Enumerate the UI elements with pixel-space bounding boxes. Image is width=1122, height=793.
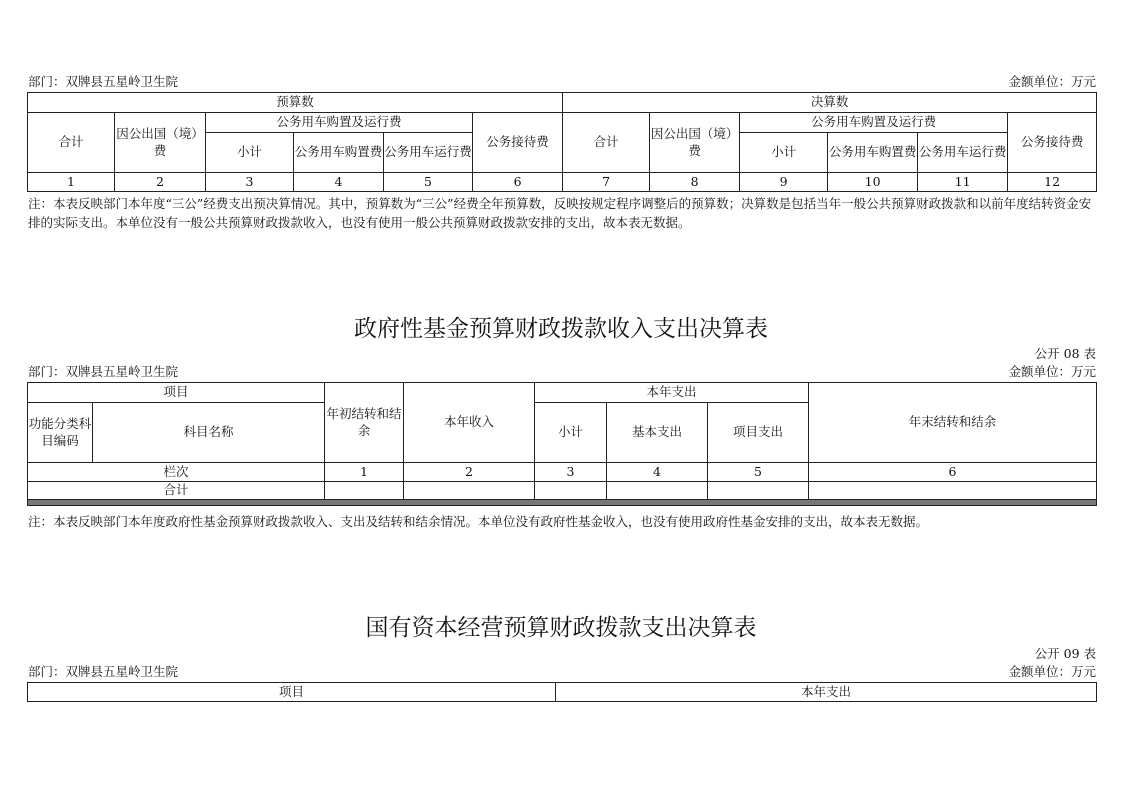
table-note: 注：本表反映部门本年度“三公”经费支出预决算情况。其中，预算数为“三公”经费全年预算数，反映按规定程序调整后的预算数；决算数是包括当年一般公共预算财政拨款和以前年度结转资金安排的实际支出。本单位没有一般公共预算财政拨款收入，也没有使用一般公共预算财政拨款安排的支出，故本表无数据。 (28, 196, 1092, 230)
final-abroad-header: 因公出国（境）费 (650, 113, 740, 173)
col-number: 9 (740, 173, 828, 192)
col-number: 5 (708, 463, 809, 482)
data-cell (708, 482, 809, 500)
budget-reception-header: 公务接待费 (473, 113, 563, 173)
three-public-expense-table (27, 92, 1097, 192)
col-number: 12 (1008, 173, 1097, 192)
table-divider (28, 500, 1097, 506)
unit-label: 金额单位：万元 (1008, 74, 1096, 89)
budget-vehicle-operation-header: 公务用车运行费 (384, 133, 473, 173)
col-number: 1 (28, 173, 115, 192)
budget-vehicle-group-header: 公务用车购置及运行费 (206, 113, 473, 133)
basic-expense-header: 基本支出 (607, 403, 708, 463)
budget-total-header: 合计 (28, 113, 115, 173)
row-label-cell: 栏次 (28, 463, 325, 482)
project-header: 项目 (28, 383, 325, 403)
subject-name-header: 科目名称 (93, 403, 325, 463)
state-capital-table (27, 682, 1097, 702)
table-number: 公开 08 表 (1034, 346, 1096, 361)
data-cell (325, 482, 404, 500)
income-header: 本年收入 (404, 383, 535, 463)
page-title: 国有资本经营预算财政拨款支出决算表 (365, 615, 757, 641)
expense-subtotal-header: 小计 (535, 403, 607, 463)
final-total-header: 合计 (563, 113, 650, 173)
unit-label: 金额单位：万元 (1008, 364, 1096, 379)
col-number: 6 (809, 463, 1097, 482)
opening-balance-header: 年初结转和结余 (325, 383, 404, 463)
dept-label: 部门：双牌县五星岭卫生院 (28, 364, 179, 379)
col-number: 1 (325, 463, 404, 482)
col-number: 10 (828, 173, 918, 192)
col-number: 7 (563, 173, 650, 192)
col-number: 6 (473, 173, 563, 192)
expense-group-header: 本年支出 (535, 383, 809, 403)
final-reception-header: 公务接待费 (1008, 113, 1097, 173)
closing-balance-header: 年末结转和结余 (809, 383, 1097, 463)
dept-label: 部门：双牌县五星岭卫生院 (28, 74, 179, 89)
col-number: 4 (607, 463, 708, 482)
data-cell (809, 482, 1097, 500)
gov-fund-table (27, 382, 1097, 506)
final-vehicle-purchase-header: 公务用车购置费 (828, 133, 918, 173)
unit-label: 金额单位：万元 (1008, 664, 1096, 679)
table-note: 注：本表反映部门本年度政府性基金预算财政拨款收入、支出及结转和结余情况。本单位没有政府性基金收入，也没有使用政府性基金安排的支出，故本表无数据。 (28, 514, 929, 529)
dept-label: 部门：双牌县五星岭卫生院 (28, 664, 179, 679)
col-number: 2 (404, 463, 535, 482)
budget-vehicle-purchase-header: 公务用车购置费 (294, 133, 384, 173)
final-vehicle-group-header: 公务用车购置及运行费 (740, 113, 1008, 133)
col-number: 5 (384, 173, 473, 192)
col-number: 8 (650, 173, 740, 192)
func-code-header: 功能分类科目编码 (28, 403, 93, 463)
final-subtotal-header: 小计 (740, 133, 828, 173)
project-expense-header: 项目支出 (708, 403, 809, 463)
budget-abroad-header: 因公出国（境）费 (115, 113, 206, 173)
data-cell (535, 482, 607, 500)
data-cell (404, 482, 535, 500)
col-number: 2 (115, 173, 206, 192)
page-title: 政府性基金预算财政拨款收入支出决算表 (354, 316, 768, 342)
col-number: 3 (206, 173, 294, 192)
data-cell (607, 482, 708, 500)
final-header: 决算数 (563, 93, 1097, 113)
total-label-cell: 合计 (28, 482, 325, 500)
project-header: 项目 (28, 683, 556, 702)
col-number: 4 (294, 173, 384, 192)
table-number: 公开 09 表 (1034, 646, 1096, 661)
col-number: 3 (535, 463, 607, 482)
budget-header: 预算数 (28, 93, 563, 113)
budget-subtotal-header: 小计 (206, 133, 294, 173)
final-vehicle-operation-header: 公务用车运行费 (918, 133, 1008, 173)
col-number: 11 (918, 173, 1008, 192)
expense-header: 本年支出 (556, 683, 1097, 702)
